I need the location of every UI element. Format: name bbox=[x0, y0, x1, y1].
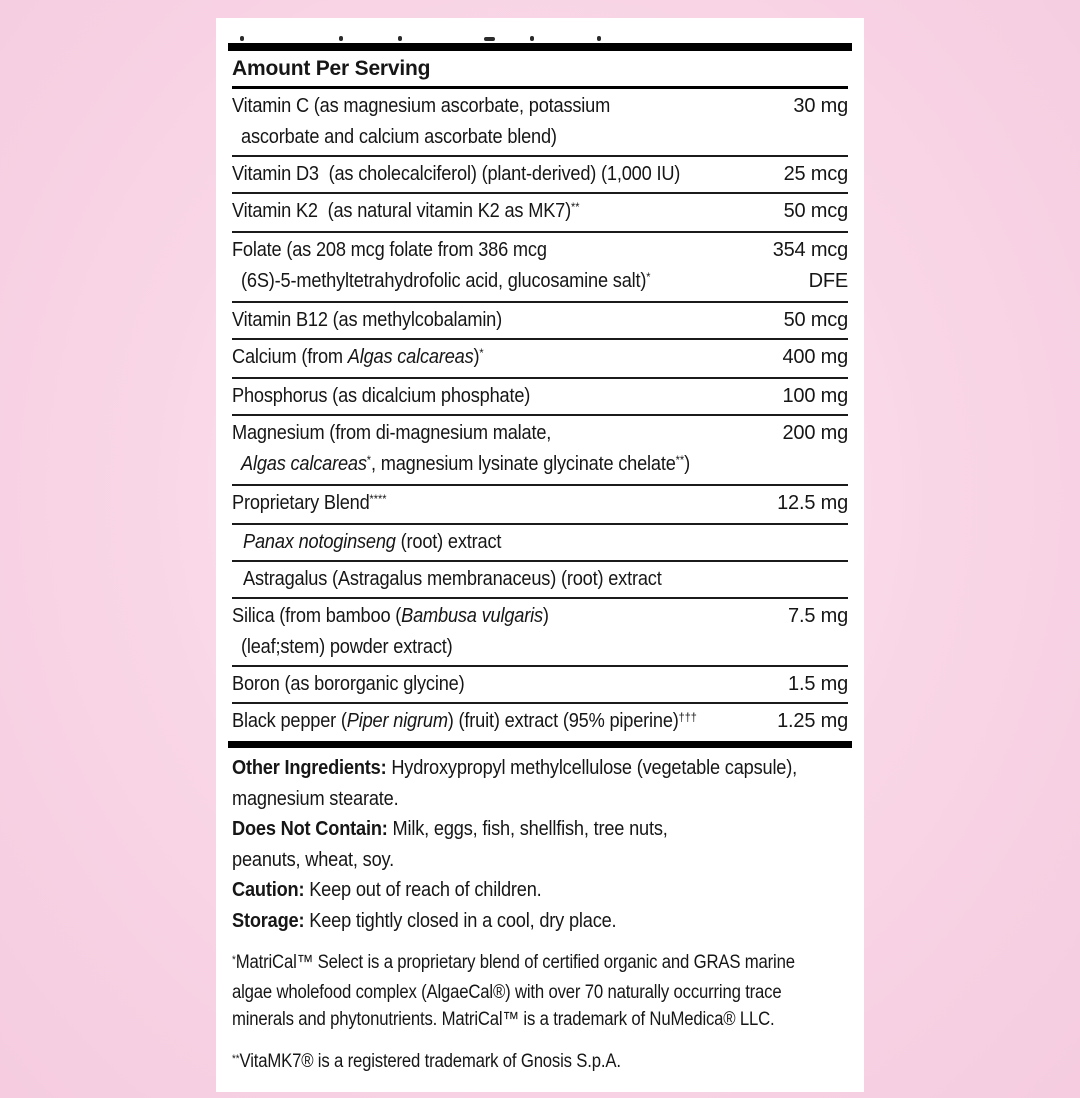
row-vitamin-b12 bbox=[232, 303, 848, 340]
paragraph-label: Does Not Contain: bbox=[232, 818, 388, 840]
nutrient-name-text: Magnesium (from di-magnesium malate, bbox=[232, 422, 552, 444]
species-name: Algas calcareas bbox=[347, 346, 474, 368]
row-vitamin-k2 bbox=[232, 194, 848, 233]
paragraph-text: Milk, eggs, fish, shellfish, tree nuts, bbox=[387, 818, 668, 840]
row-calcium bbox=[232, 340, 848, 379]
row-magnesium bbox=[232, 416, 848, 486]
storage-paragraph bbox=[232, 906, 848, 937]
divider-bar-bottom bbox=[228, 741, 852, 748]
footnote-text: MatriCal™ Select is a proprietary blend of certified organic and GRAS marine bbox=[235, 952, 795, 973]
footnote-marker: * bbox=[646, 270, 651, 284]
nutrient-name-text: (6S)-5-methyltetrahydrofolic acid, glucosamine salt) bbox=[241, 270, 647, 292]
supplement-facts-panel bbox=[216, 18, 864, 1092]
text-remnant-mark bbox=[530, 36, 534, 41]
footnotes bbox=[232, 949, 848, 1078]
row-vitamin-d3 bbox=[232, 157, 848, 194]
page-background bbox=[0, 18, 1080, 1098]
nutrient-amount: 50 mcg bbox=[783, 200, 848, 222]
footnote-vitamk7 bbox=[232, 1048, 848, 1078]
row-panax-notoginseng bbox=[232, 525, 848, 562]
does-not-contain-paragraph bbox=[232, 814, 848, 875]
row-proprietary-blend bbox=[232, 486, 848, 525]
nutrient-name-text: Calcium (from bbox=[232, 346, 348, 368]
row-phosphorus bbox=[232, 379, 848, 416]
nutrient-name-text: (root) extract bbox=[395, 531, 502, 553]
text-remnant-mark bbox=[484, 37, 495, 41]
nutrient-name bbox=[232, 381, 774, 412]
info-paragraphs bbox=[232, 753, 848, 936]
amount-line: DFE bbox=[808, 270, 848, 292]
nutrient-name bbox=[232, 196, 776, 229]
paragraph-text: magnesium stearate. bbox=[232, 787, 399, 810]
nutrient-name-text: ) bbox=[542, 605, 549, 627]
nutrient-amount: 7.5 mg bbox=[788, 605, 848, 627]
nutrient-name-text: Astragalus (Astragalus membranaceus) (root) extract bbox=[243, 568, 662, 590]
nutrient-name-text: Vitamin C (as magnesium ascorbate, potassium bbox=[232, 95, 611, 117]
footnote-marker: **** bbox=[369, 492, 387, 506]
paragraph-label: Caution: bbox=[232, 879, 305, 901]
nutrient-name-text: Phosphorus (as dicalcium phosphate) bbox=[232, 385, 531, 407]
row-vitamin-c bbox=[232, 89, 848, 157]
nutrient-amount: 400 mg bbox=[782, 346, 848, 368]
nutrient-amount: 1.25 mg bbox=[777, 710, 848, 732]
other-ingredients-paragraph bbox=[232, 753, 848, 814]
nutrient-name bbox=[232, 669, 780, 700]
nutrient-name bbox=[232, 601, 780, 663]
paragraph-text: Keep out of reach of children. bbox=[304, 879, 542, 901]
nutrient-name bbox=[232, 564, 848, 595]
nutrient-name bbox=[232, 418, 774, 482]
nutrient-amount: 200 mg bbox=[782, 422, 848, 444]
paragraph-label: Storage: bbox=[232, 909, 305, 932]
row-astragalus bbox=[232, 562, 848, 599]
species-name: Algas calcareas bbox=[241, 453, 367, 475]
footnote-marker: * bbox=[232, 954, 236, 966]
nutrient-name-text: Silica (from bamboo ( bbox=[232, 605, 402, 627]
footnote-marker: ††† bbox=[678, 710, 697, 724]
footnote-text: VitaMK7® is a registered trademark of Gnosis S.p.A. bbox=[239, 1051, 621, 1072]
nutrient-name-text: ) bbox=[473, 346, 480, 368]
nutrient-name-text: , magnesium lysinate glycinate chelate bbox=[371, 453, 676, 475]
species-name: Panax notoginseng bbox=[243, 531, 396, 553]
nutrient-name-text: Boron (as bororganic glycine) bbox=[232, 673, 465, 695]
nutrient-name-text: Folate (as 208 mcg folate from 386 mcg bbox=[232, 239, 547, 261]
footnote-matrical bbox=[232, 949, 848, 1033]
species-name: Piper nigrum bbox=[346, 710, 448, 732]
nutrient-name bbox=[232, 706, 769, 739]
nutrient-name-text: Black pepper ( bbox=[232, 710, 347, 732]
nutrient-amount bbox=[765, 235, 848, 297]
paragraph-text: Hydroxypropyl methylcellulose (vegetable capsule), bbox=[386, 757, 798, 779]
nutrient-name-text: ) bbox=[684, 453, 691, 475]
row-silica bbox=[232, 599, 848, 667]
nutrient-amount: 50 mcg bbox=[783, 309, 848, 331]
nutrient-name-text: Vitamin D3 (as cholecalciferol) (plant-derived) (1,000 IU) bbox=[232, 163, 681, 185]
nutrient-name bbox=[232, 488, 769, 521]
nutrient-name bbox=[232, 235, 765, 299]
nutrient-amount: 100 mg bbox=[782, 385, 848, 407]
paragraph-label: Other Ingredients: bbox=[232, 757, 387, 779]
text-remnant-mark bbox=[597, 36, 601, 41]
footnote-text: algae wholefood complex (AlgaeCal®) with over 70 naturally occurring trace bbox=[232, 982, 782, 1003]
row-black-pepper bbox=[232, 704, 848, 741]
amount-per-serving-header: Amount Per Serving bbox=[232, 51, 848, 89]
nutrient-amount: 1.5 mg bbox=[788, 673, 848, 695]
nutrient-name-text: Vitamin K2 (as natural vitamin K2 as MK7) bbox=[232, 200, 571, 222]
text-remnant-mark bbox=[398, 36, 402, 41]
row-boron bbox=[232, 667, 848, 704]
nutrient-name bbox=[232, 91, 785, 153]
nutrient-name-text: ascorbate and calcium ascorbate blend) bbox=[241, 126, 557, 148]
footnote-marker: ** bbox=[232, 1053, 240, 1065]
divider-bar-top bbox=[228, 43, 852, 51]
clipped-text-remnant bbox=[232, 18, 848, 43]
footnote-marker: ** bbox=[675, 453, 685, 467]
nutrient-name-text: ) (fruit) extract (95% piperine) bbox=[447, 710, 679, 732]
nutrient-name bbox=[232, 305, 776, 336]
row-folate bbox=[232, 233, 848, 303]
footnote-marker: * bbox=[479, 346, 484, 360]
text-remnant-mark bbox=[339, 36, 343, 41]
caution-paragraph bbox=[232, 875, 848, 906]
paragraph-text: peanuts, wheat, soy. bbox=[232, 848, 394, 871]
nutrient-name bbox=[232, 527, 848, 558]
nutrient-name-text: Vitamin B12 (as methylcobalamin) bbox=[232, 309, 502, 331]
nutrient-amount: 25 mcg bbox=[783, 163, 848, 185]
footnote-marker: ** bbox=[570, 200, 580, 214]
footnote-text: minerals and phytonutrients. MatriCal™ is a trademark of NuMedica® LLC. bbox=[232, 1009, 775, 1030]
nutrient-amount: 12.5 mg bbox=[777, 492, 848, 514]
nutrient-name bbox=[232, 342, 774, 375]
nutrient-table bbox=[232, 89, 848, 741]
text-remnant-mark bbox=[240, 36, 244, 41]
nutrient-name-text: (leaf;stem) powder extract) bbox=[241, 636, 453, 658]
nutrient-amount: 30 mg bbox=[793, 95, 848, 117]
footnote-marker: * bbox=[366, 453, 372, 467]
species-name: Bambusa vulgaris bbox=[401, 605, 543, 627]
amount-line: 354 mcg bbox=[772, 239, 848, 261]
paragraph-text: Keep tightly closed in a cool, dry place. bbox=[304, 909, 617, 932]
nutrient-name-text: Proprietary Blend bbox=[232, 492, 370, 514]
nutrient-name bbox=[232, 159, 776, 190]
